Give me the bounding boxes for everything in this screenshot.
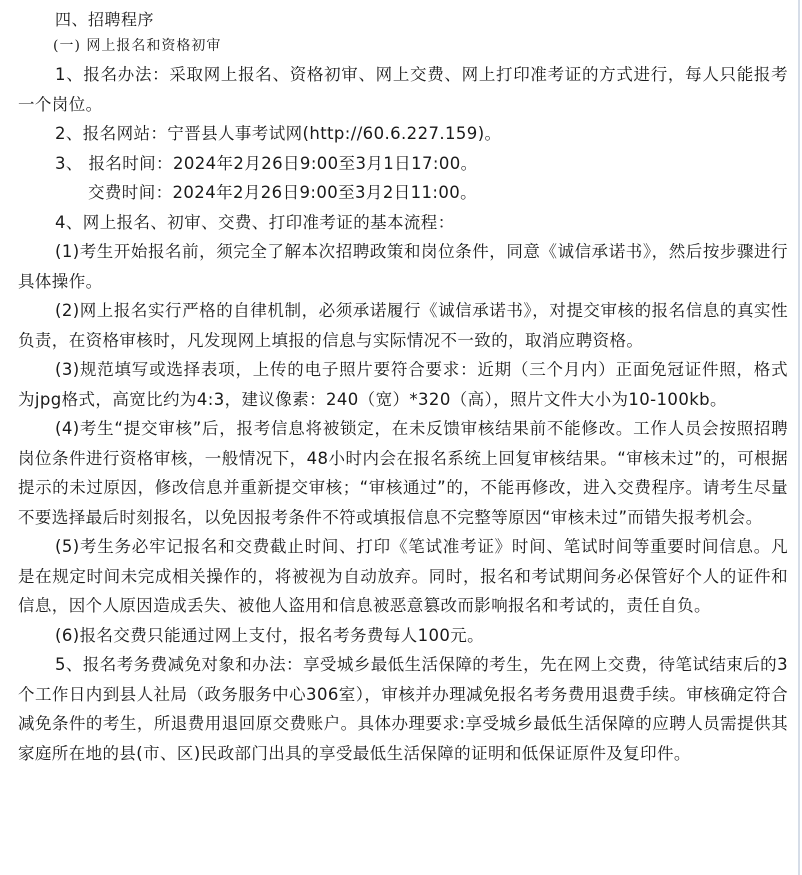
paragraph-registration-time: 3、 报名时间：2024年2月26日9:00至3月1日17:00。: [55, 153, 478, 173]
paragraph-payment-time: 交费时间：2024年2月26日9:00至3月2日11:00。: [88, 183, 478, 202]
document-body: [18, 6, 788, 768]
paragraph-registration-method: 1、报名办法：采取网上报名、资格初审、网上交费、网上打印准考证的方式进行，每人只能报考一个岗位。: [18, 65, 788, 114]
paragraph-registration-website: 2、报名网站：宁晋县人事考试网(http://60.6.227.159)。: [55, 124, 502, 143]
paragraph-process-step-2: (2)网上报名实行严格的自律机制，必须承诺履行《诚信承诺书》，对提交审核的报名信息的真实性负责，在资格审核时，凡发现网上填报的信息与实际情况不一致的，取消应聘资格。: [18, 301, 788, 350]
paragraph-process-step-3: (3)规范填写或选择表项，上传的电子照片要符合要求：近期（三个月内）正面免冠证件照，格式为jpg格式，高宽比约为4:3，建议像素：240（宽）*320（高），照片文件大小为10-100kb。: [18, 360, 788, 409]
paragraph-process-step-1: (1)考生开始报名前，须完全了解本次招聘政策和岗位条件，同意《诚信承诺书》，然后按步骤进行具体操作。: [18, 242, 788, 291]
section-title: 四、招聘程序: [55, 10, 155, 29]
paragraph-process-intro: 4、网上报名、初审、交费、打印准考证的基本流程：: [55, 212, 455, 232]
paragraph-process-step-6: (6)报名交费只能通过网上支付，报名考务费每人100元。: [55, 625, 485, 645]
paragraph-process-step-4: (4)考生“提交审核”后，报考信息将被锁定，在未反馈审核结果前不能修改。工作人员会按照招聘岗位条件进行资格审核，一般情况下，48小时内会在报名系统上回复审核结果。“审核未过”的，可根据提示的未过原因，修改信息并重新提交审核；“审核通过”的，不能再修改，进入交费程序。请考生尽量不要选择最后时刻报名，以免因报考条件不符或填报信息不完整等原因“审核未过”而错失报考机会。: [18, 419, 788, 527]
section-subtitle: (一) 网上报名和资格初审: [53, 38, 222, 54]
paragraph-fee-waiver: 5、报名考务费减免对象和办法：享受城乡最低生活保障的考生，先在网上交费，待笔试结束后的3个工作日内到县人社局（政务服务中心306室），审核并办理减免报名考务费用退费手续。审核确定符合减免条件的考生，所退费用退回原交费账户。具体办理要求:享受城乡最低生活保障的应聘人员需提供其家庭所在地的县(市、区)民政部门出具的享受最低生活保障的证明和低保证原件及复印件。: [18, 655, 788, 763]
paragraph-process-step-5: (5)考生务必牢记报名和交费截止时间、打印《笔试准考证》时间、笔试时间等重要时间信息。凡是在规定时间未完成相关操作的，将被视为自动放弃。同时，报名和考试期间务必保管好个人的证件和信息，因个人原因造成丢失、被他人盗用和信息被恶意篡改而影响报名和考试的，责任自负。: [18, 537, 788, 615]
